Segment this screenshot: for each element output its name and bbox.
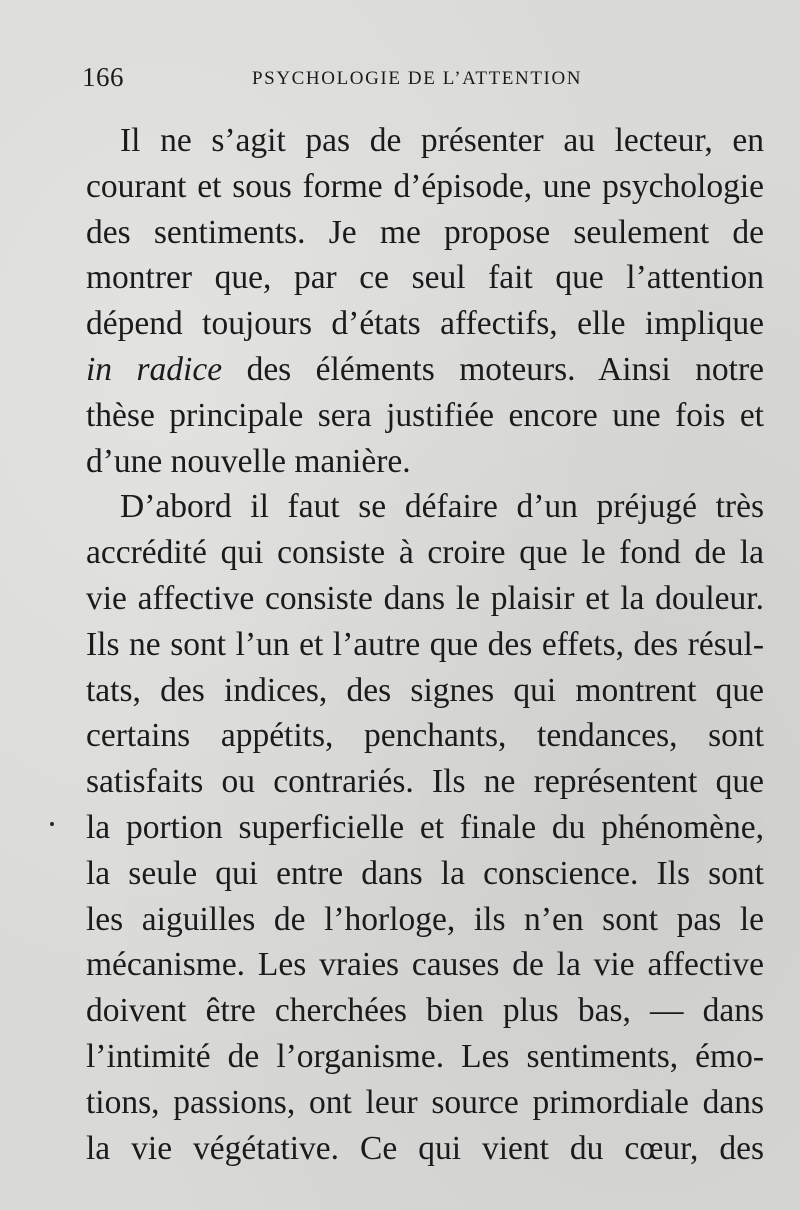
body-text	[86, 118, 764, 1171]
text-line: thèse principale sera justifiée encore une fois et	[86, 396, 764, 434]
text-line: dépend toujours d’états affectifs, elle implique	[86, 305, 764, 343]
text-line: satisfaits ou contrariés. Ils ne représentent que	[86, 763, 764, 801]
paper-speck	[50, 822, 54, 826]
page-number: 166	[82, 62, 124, 92]
text-line: la vie végétative. Ce qui vient du cœur, des	[86, 1129, 764, 1167]
text-line: mécanisme. Les vraies causes de la vie affective	[86, 946, 764, 984]
text-line: des sentiments. Je me propose seulement de	[86, 213, 764, 251]
text-line: D’abord il faut se défaire d’un préjugé très	[120, 488, 764, 526]
page-header	[82, 62, 642, 102]
text-line: d’une nouvelle manière.	[86, 442, 411, 480]
text-line: certains appétits, penchants, tendances, sont	[86, 717, 764, 755]
text-line: les aiguilles de l’horloge, ils n’en sont pas le	[86, 900, 764, 938]
text-line: Il ne s’agit pas de présenter au lecteur, en	[120, 122, 764, 159]
text-line: tats, des indices, des signes qui montrent que	[86, 671, 764, 709]
text-line: montrer que, par ce seul fait que l’attention	[86, 259, 764, 297]
text-line: vie affective consiste dans le plaisir et la douleur.	[86, 579, 764, 617]
paragraph-1	[86, 118, 764, 484]
running-head: PSYCHOLOGIE DE L’ATTENTION	[252, 68, 583, 89]
text-line: tions, passions, ont leur source primordiale dans	[86, 1083, 764, 1121]
text-line: l’intimité de l’organisme. Les sentiments, émo-	[86, 1037, 764, 1075]
paragraph-2	[86, 484, 764, 1171]
text-line	[86, 347, 764, 393]
text-line: la portion superficielle et finale du phénomène,	[86, 808, 764, 846]
text-line: doivent être cherchées bien plus bas, — dans	[86, 992, 764, 1030]
italic-phrase: in radice	[86, 350, 223, 388]
text-line: Ils ne sont l’un et l’autre que des effets, des résul-	[86, 625, 764, 663]
text-line: la seule qui entre dans la conscience. Ils sont	[86, 854, 764, 892]
text-line: courant et sous forme d’épisode, une psychologie	[86, 167, 764, 205]
text-line-rest: des éléments moteurs. Ainsi notre	[222, 350, 765, 388]
text-line: accrédité qui consiste à croire que le fond de la	[86, 534, 764, 572]
